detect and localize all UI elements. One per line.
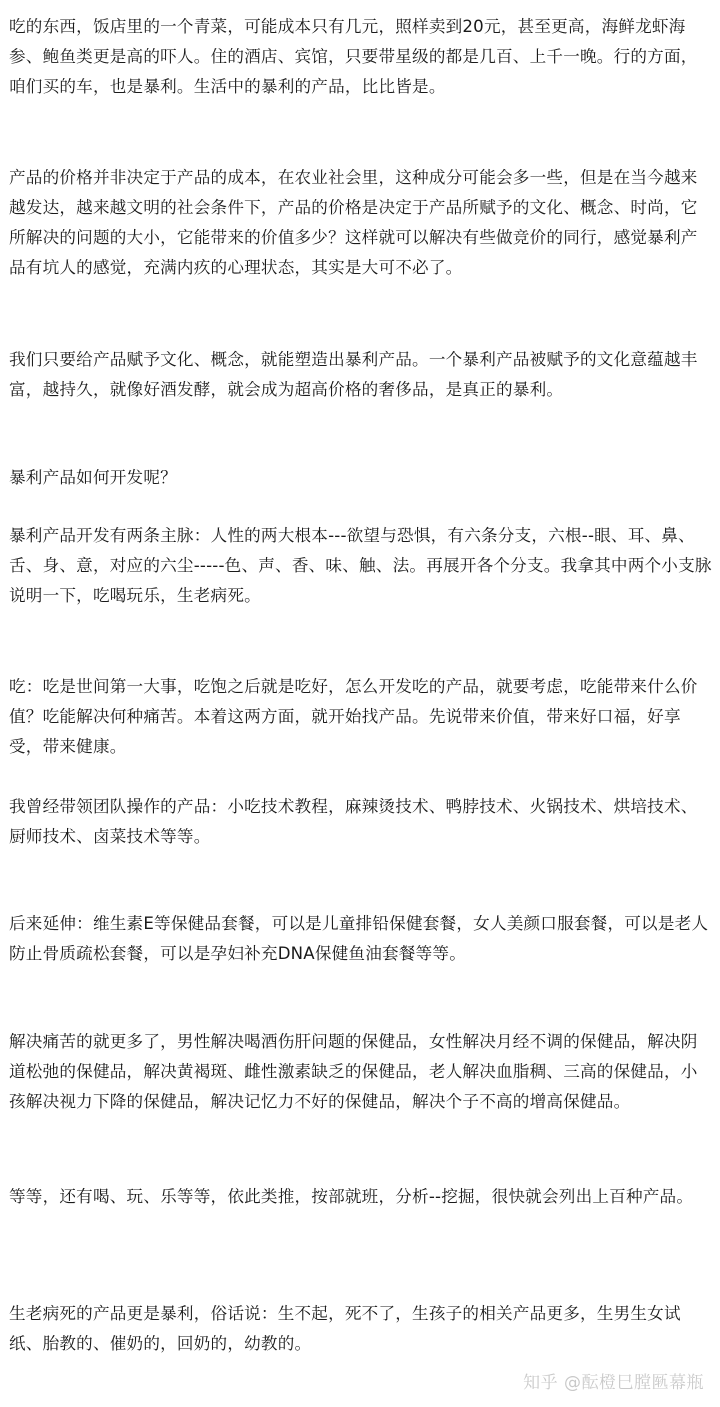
paragraph-7: 我曾经带领团队操作的产品：小吃技术教程，麻辣烫技术、鸭脖技术、火锅技术、烘培技术、厨师技术、卤菜技术等等。: [9, 797, 698, 846]
paragraph-1: 吃的东西，饭店里的一个青菜，可能成本只有几元，照样卖到20元，甚至更高，海鲜龙虾海参、鲍鱼类更是高的吓人。住的酒店、宾馆，只要带星级的都是几百、上千一晚。行的方面，咱们买的车，也是暴利。生活中的暴利的产品，比比皆是。: [9, 17, 698, 96]
paragraph-8: 后来延伸：维生素E等保健品套餐，可以是儿童排铅保健套餐，女人美颜口服套餐，可以是老人防止骨质疏松套餐，可以是孕妇补充DNA保健鱼油套餐等等。: [9, 914, 709, 963]
paragraph-11: 生老病死的产品更是暴利，俗话说：生不起，死不了，生孩子的相关产品更多，生男生女试纸、胎教的、催奶的，回奶的，幼教的。: [9, 1304, 681, 1353]
paragraph-9: 解决痛苦的就更多了，男性解决喝酒伤肝问题的保健品，女性解决月经不调的保健品，解决阴道松弛的保健品，解决黄褐斑、雌性激素缺乏的保健品，老人解决血脂稠、三高的保健品，小孩解决视力下降的保健品，解决记忆力不好的保健品，解决个子不高的增高保健品。: [9, 1032, 698, 1111]
paragraph-3: 我们只要给产品赋予文化、概念，就能塑造出暴利产品。一个暴利产品被赋予的文化意蕴越丰富，越持久，就像好酒发酵，就会成为超高价格的奢侈品，是真正的暴利。: [9, 350, 698, 399]
paragraph-4: 暴利产品如何开发呢？: [9, 468, 177, 487]
paragraph-2: 产品的价格并非决定于产品的成本，在农业社会里，这种成分可能会多一些，但是在当今越来越发达，越来越文明的社会条件下，产品的价格是决定于产品所赋予的文化、概念、时尚，它所解决的问题的大小，它能带来的价值多少？这样就可以解决有些做竞价的同行，感觉暴利产品有坑人的感觉，充满内疚的心理状态，其实是大可不必了。: [9, 168, 698, 277]
paragraph-10: 等等，还有喝、玩、乐等等，依此类推，按部就班，分析--挖掘，很快就会列出上百种产品。: [9, 1187, 694, 1206]
paragraph-6: 吃：吃是世间第一大事，吃饱之后就是吃好，怎么开发吃的产品，就要考虑，吃能带来什么价值？吃能解决何种痛苦。本着这两方面，就开始找产品。先说带来价值，带来好口福，好享受，带来健康。: [9, 677, 698, 756]
paragraph-5: 暴利产品开发有两条主脉：人性的两大根本---欲望与恐惧，有六条分支，六根--眼、耳、鼻、舌、身、意，对应的六尘-----色、声、香、味、触、法。再展开各个分支。我拿其中两个小支脉说明一下，吃喝玩乐，生老病死。: [9, 526, 712, 605]
zhihu-watermark: 知乎 @酝橙巳膛匦幕瓶: [523, 1373, 704, 1393]
